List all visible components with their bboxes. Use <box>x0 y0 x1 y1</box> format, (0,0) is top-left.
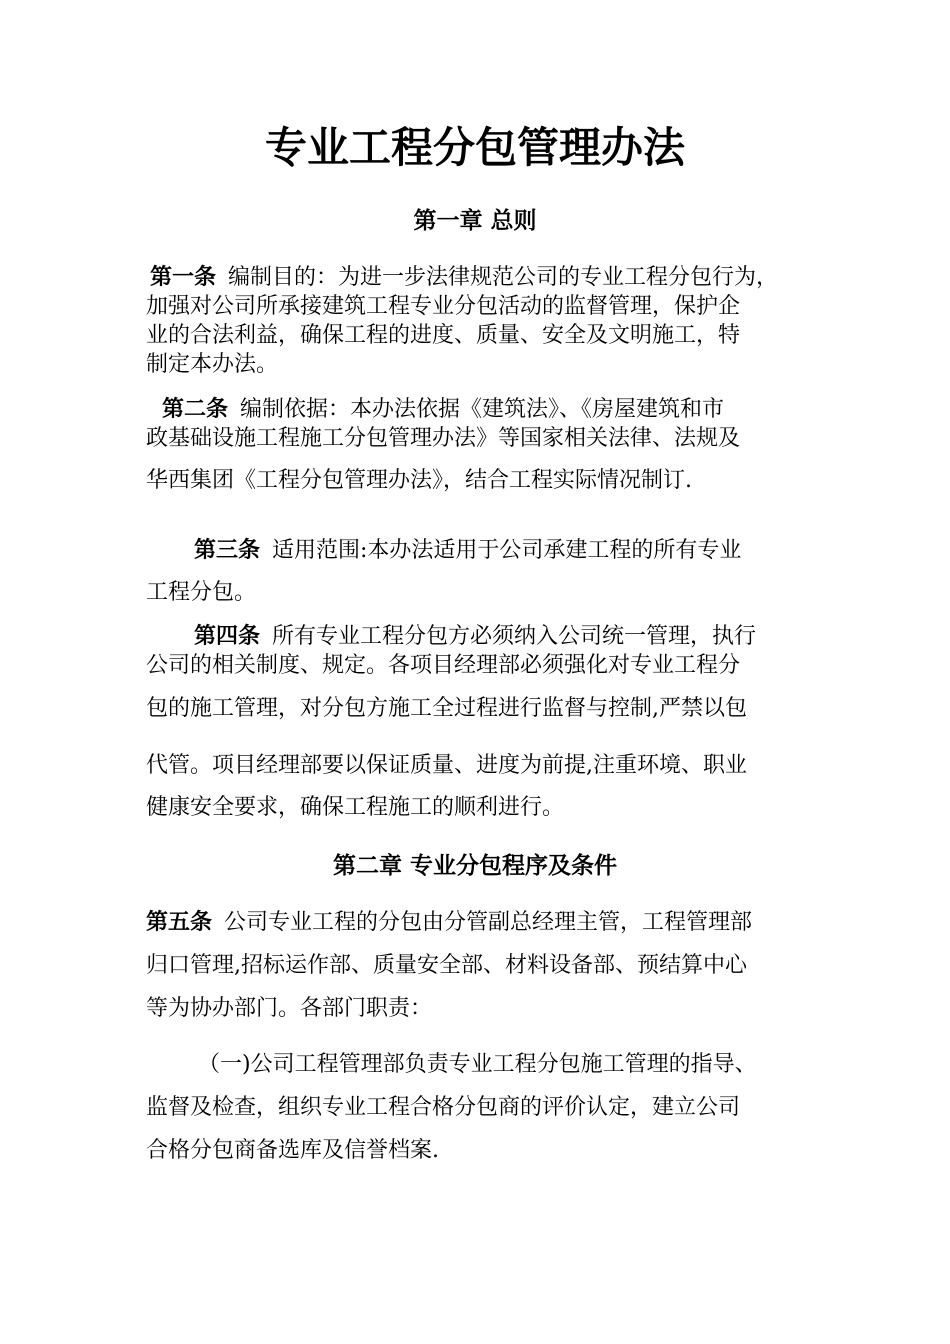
item-1-line-2: 监督及检查，组织专业工程合格分包商的评价认定，建立公司 <box>146 1095 741 1120</box>
article-4-line-1: 第四条 所有专业工程分包方必须纳入公司统一管理，执行 <box>194 624 757 649</box>
article-2-line-2: 政基础设施工程施工分包管理办法》等国家相关法律、法规及 <box>146 426 741 451</box>
article-5-line-3: 等为协办部门。各部门职责： <box>146 996 433 1021</box>
chapter-2-heading: 第二章 专业分包程序及条件 <box>332 853 617 879</box>
article-1-label: 第一条 <box>150 265 217 290</box>
article-4-line-5: 健康安全要求，确保工程施工的顺利进行。 <box>146 795 565 820</box>
article-2-label: 第二条 <box>162 397 229 422</box>
article-1-line-3: 业的合法利益，确保工程的进度、质量、安全及文明施工，特 <box>146 323 741 348</box>
item-1-line-1: （一)公司工程管理部负责专业工程分包施工管理的指导、 <box>198 1052 757 1077</box>
article-4-line-2: 公司的相关制度、规定。各项目经理部必须强化对专业工程分 <box>146 653 741 678</box>
article-2-line-1: 第二条 编制依据：本办法依据《建筑法》、《房屋建筑和市 <box>162 397 725 422</box>
document-title: 专业工程分包管理办法 <box>264 123 685 172</box>
article-4-line-4: 代管。项目经理部要以保证质量、进度为前提,注重环境、职业 <box>146 753 747 778</box>
chapter-1-heading: 第一章 总则 <box>413 208 537 234</box>
article-3-line-2: 工程分包。 <box>146 580 257 605</box>
article-2-line-3: 华西集团《工程分包管理办法》，结合工程实际情况制订. <box>146 468 692 493</box>
item-1-line-3: 合格分包商备选库及信誉档案. <box>146 1138 439 1163</box>
article-4-line-3: 包的施工管理，对分包方施工全过程进行监督与控制,严禁以包 <box>146 696 747 721</box>
article-1-line-4: 制定本办法。 <box>146 352 279 377</box>
article-5-label: 第五条 <box>146 910 213 935</box>
article-1-line-2: 加强对公司所承接建筑工程专业分包活动的监督管理，保护企 <box>146 294 741 319</box>
article-4-label: 第四条 <box>194 624 261 649</box>
article-3-label: 第三条 <box>194 538 261 563</box>
article-1-line-1: 第一条 编制目的：为进一步法律规范公司的专业工程分包行为， <box>150 265 779 290</box>
article-5-line-2: 归口管理,招标运作部、质量安全部、材料设备部、预结算中心 <box>146 953 747 978</box>
article-5-line-1: 第五条 公司专业工程的分包由分管副总经理主管，工程管理部 <box>146 910 753 935</box>
article-3-line-1: 第三条 适用范围:本办法适用于公司承建工程的所有专业 <box>194 538 742 563</box>
